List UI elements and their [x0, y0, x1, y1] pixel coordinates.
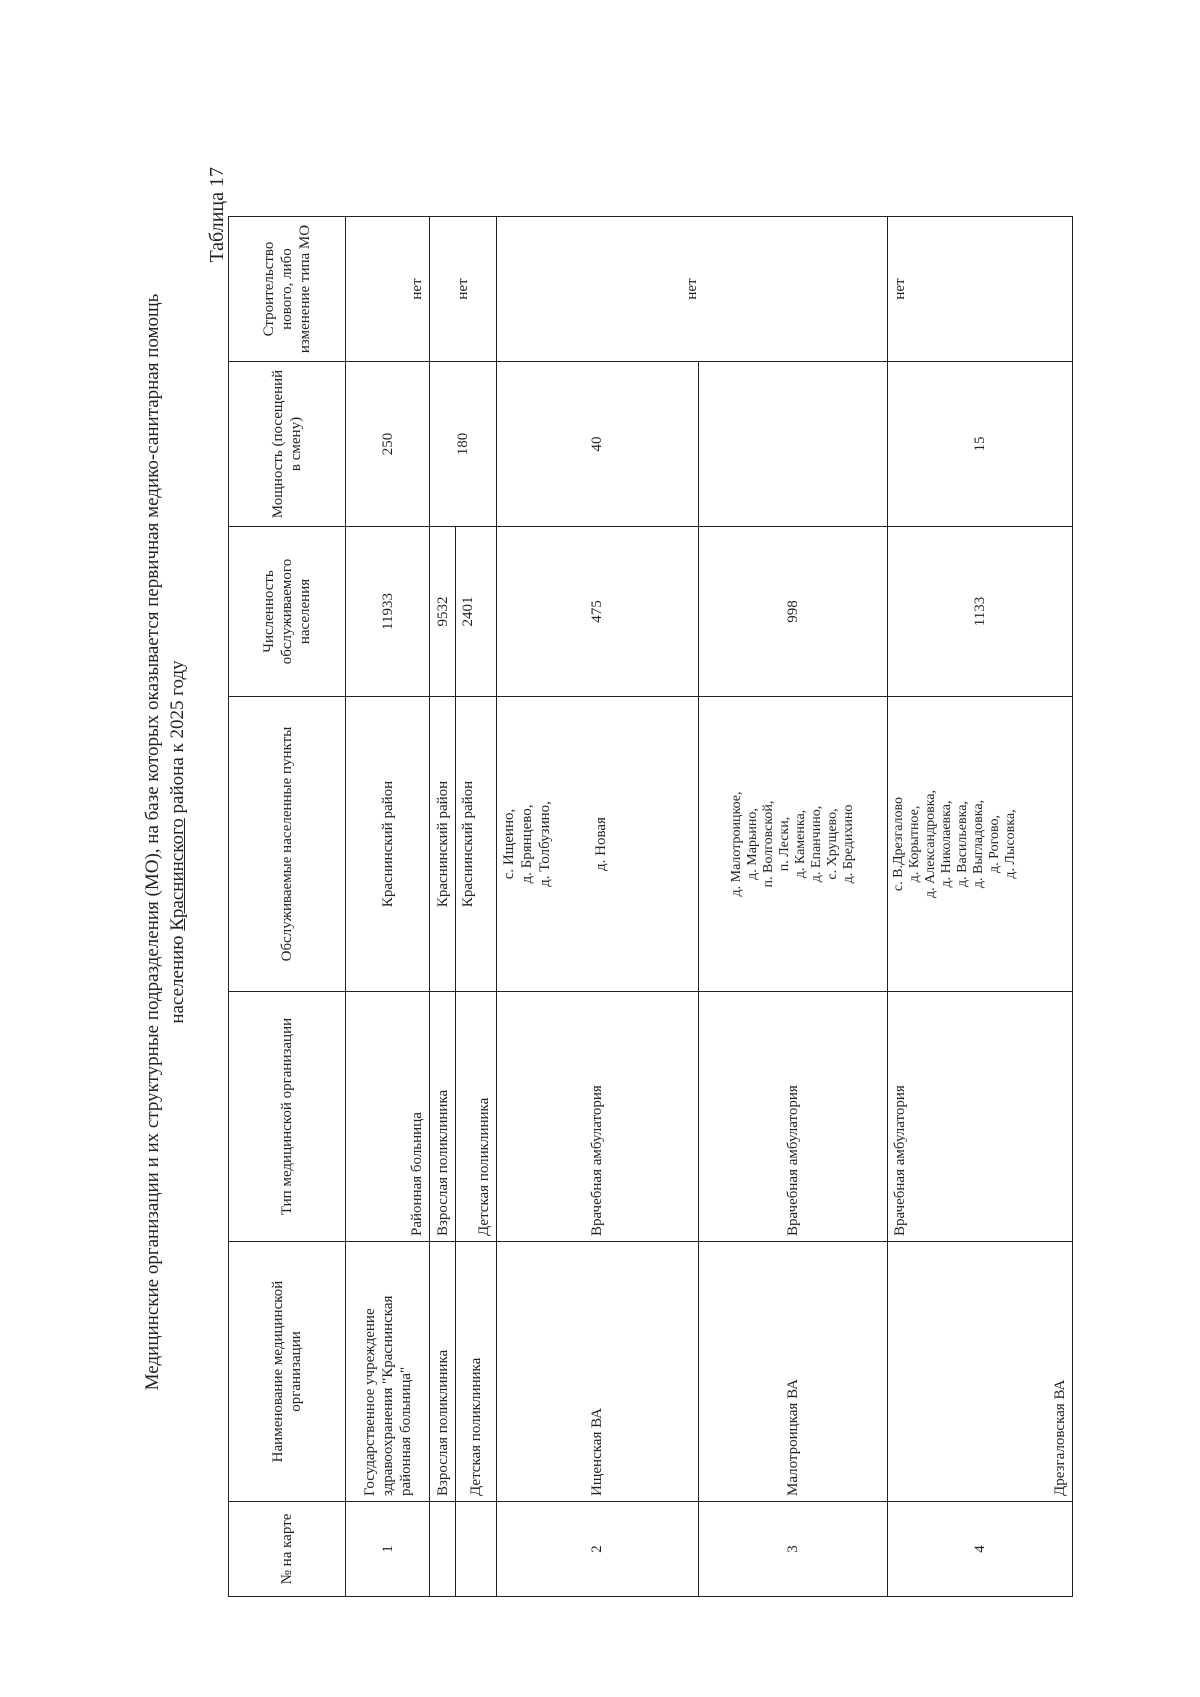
table-row — [887, 217, 1072, 1597]
cell-served-places — [497, 697, 699, 992]
table-row — [346, 217, 430, 1597]
cell-construction: нет — [430, 217, 497, 362]
served-place: д. Марьино, — [744, 808, 760, 880]
table-row — [698, 217, 887, 1597]
cell-population: 1133 — [887, 527, 1072, 697]
document-title — [140, 207, 190, 1477]
title-line-2-pre: населению — [167, 935, 188, 1024]
cell-population: 11933 — [346, 527, 430, 697]
cell-capacity: 250 — [346, 362, 430, 527]
cell-capacity: 15 — [887, 362, 1072, 527]
cell-map-number — [430, 1502, 456, 1597]
title-line-2 — [165, 207, 190, 1477]
table-row — [430, 217, 456, 1597]
cell-construction: нет — [887, 217, 1072, 362]
served-place: п. Волговской, — [760, 800, 776, 888]
header-served-places: Обслуживаемые населенные пункты — [229, 697, 346, 992]
cell-org-type: Взрослая поликлиника — [430, 992, 456, 1242]
cell-org-name: Малотроицкая ВА — [698, 1242, 887, 1502]
cell-capacity — [698, 362, 887, 527]
cell-construction: нет — [497, 217, 888, 362]
served-place: д. Толбузино, — [537, 801, 554, 887]
served-place: д. Николаевка, — [938, 800, 954, 888]
served-place: с. Ищеино, — [501, 808, 518, 880]
served-place: д. Новая — [593, 817, 610, 871]
cell-org-type: Врачебная амбулатория — [497, 992, 699, 1242]
cell-org-type: Врачебная амбулатория — [698, 992, 887, 1242]
served-place: с. Хрущево, — [824, 808, 840, 880]
served-place: д. Епанчино, — [808, 805, 824, 883]
cell-org-name: Детская поликлиника — [456, 1242, 497, 1502]
cell-served-places — [698, 697, 887, 992]
table-caption: Таблица 17 — [206, 167, 228, 263]
header-org-type: Тип медицинской организации — [229, 992, 346, 1242]
cell-map-number: 4 — [887, 1502, 1072, 1597]
cell-map-number: 2 — [497, 1502, 699, 1597]
served-place: д. Рогово, — [986, 815, 1002, 873]
header-org-name: Наименование медицинской организации — [229, 1242, 346, 1502]
header-population: Численность обслуживаемого населения — [229, 527, 346, 697]
title-district-name: Краснинского — [167, 818, 188, 931]
served-place: д. Каменка, — [792, 809, 808, 879]
served-place: д. Малотроицкое, — [728, 791, 744, 897]
cell-served-places: Краснинский район — [430, 697, 456, 992]
cell-capacity: 40 — [497, 362, 699, 527]
cell-org-type: Детская поликлиника — [456, 992, 497, 1242]
header-map-number: № на карте — [229, 1502, 346, 1597]
table-header-row — [229, 217, 346, 1597]
served-place: д. Выгладовка, — [970, 799, 986, 889]
cell-map-number — [456, 1502, 497, 1597]
cell-map-number: 1 — [346, 1502, 430, 1597]
cell-org-name: Государственное учреждение здравоохранения "Краснинская районная больница" — [346, 1242, 430, 1502]
served-place: д. Александровка, — [922, 790, 938, 899]
served-place: с. В.Дрезгалово — [890, 796, 906, 892]
cell-capacity: 180 — [430, 362, 497, 527]
cell-map-number: 3 — [698, 1502, 887, 1597]
header-capacity: Мощность (посещений в смену) — [229, 362, 346, 527]
title-line-1: Медицинские организации и их структурные подразделения (МО), на базе которых оказывается первичная медико-санитарная помощь — [142, 293, 163, 1391]
cell-org-name: Ищенская ВА — [497, 1242, 699, 1502]
cell-construction: нет — [346, 217, 430, 362]
cell-org-name: Взрослая поликлиника — [430, 1242, 456, 1502]
cell-served-places: Краснинский район — [346, 697, 430, 992]
cell-population: 9532 — [430, 527, 456, 697]
served-place: п. Лески, — [776, 816, 792, 872]
cell-org-name: Дрезгаловская ВА — [887, 1242, 1072, 1502]
cell-served-places — [887, 697, 1072, 992]
cell-served-places: Краснинский район — [456, 697, 497, 992]
served-place: д. Корытное, — [906, 805, 922, 883]
medical-organizations-table — [228, 216, 1073, 1597]
cell-org-type: Районная больница — [346, 992, 430, 1242]
cell-population: 475 — [497, 527, 699, 697]
cell-org-type: Врачебная амбулатория — [887, 992, 1072, 1242]
table-row — [497, 217, 699, 1597]
cell-population: 2401 — [456, 527, 497, 697]
served-place: д. Васильевка, — [954, 801, 970, 887]
served-place: д. Бредихино — [840, 804, 856, 884]
served-place: д. Брянцево, — [519, 804, 536, 884]
served-place: д. Лысовка, — [1002, 809, 1018, 879]
cell-population: 998 — [698, 527, 887, 697]
title-line-2-post: района к 2025 году — [167, 660, 188, 814]
header-construction: Строительство нового, либо изменение типа МО — [229, 217, 346, 362]
